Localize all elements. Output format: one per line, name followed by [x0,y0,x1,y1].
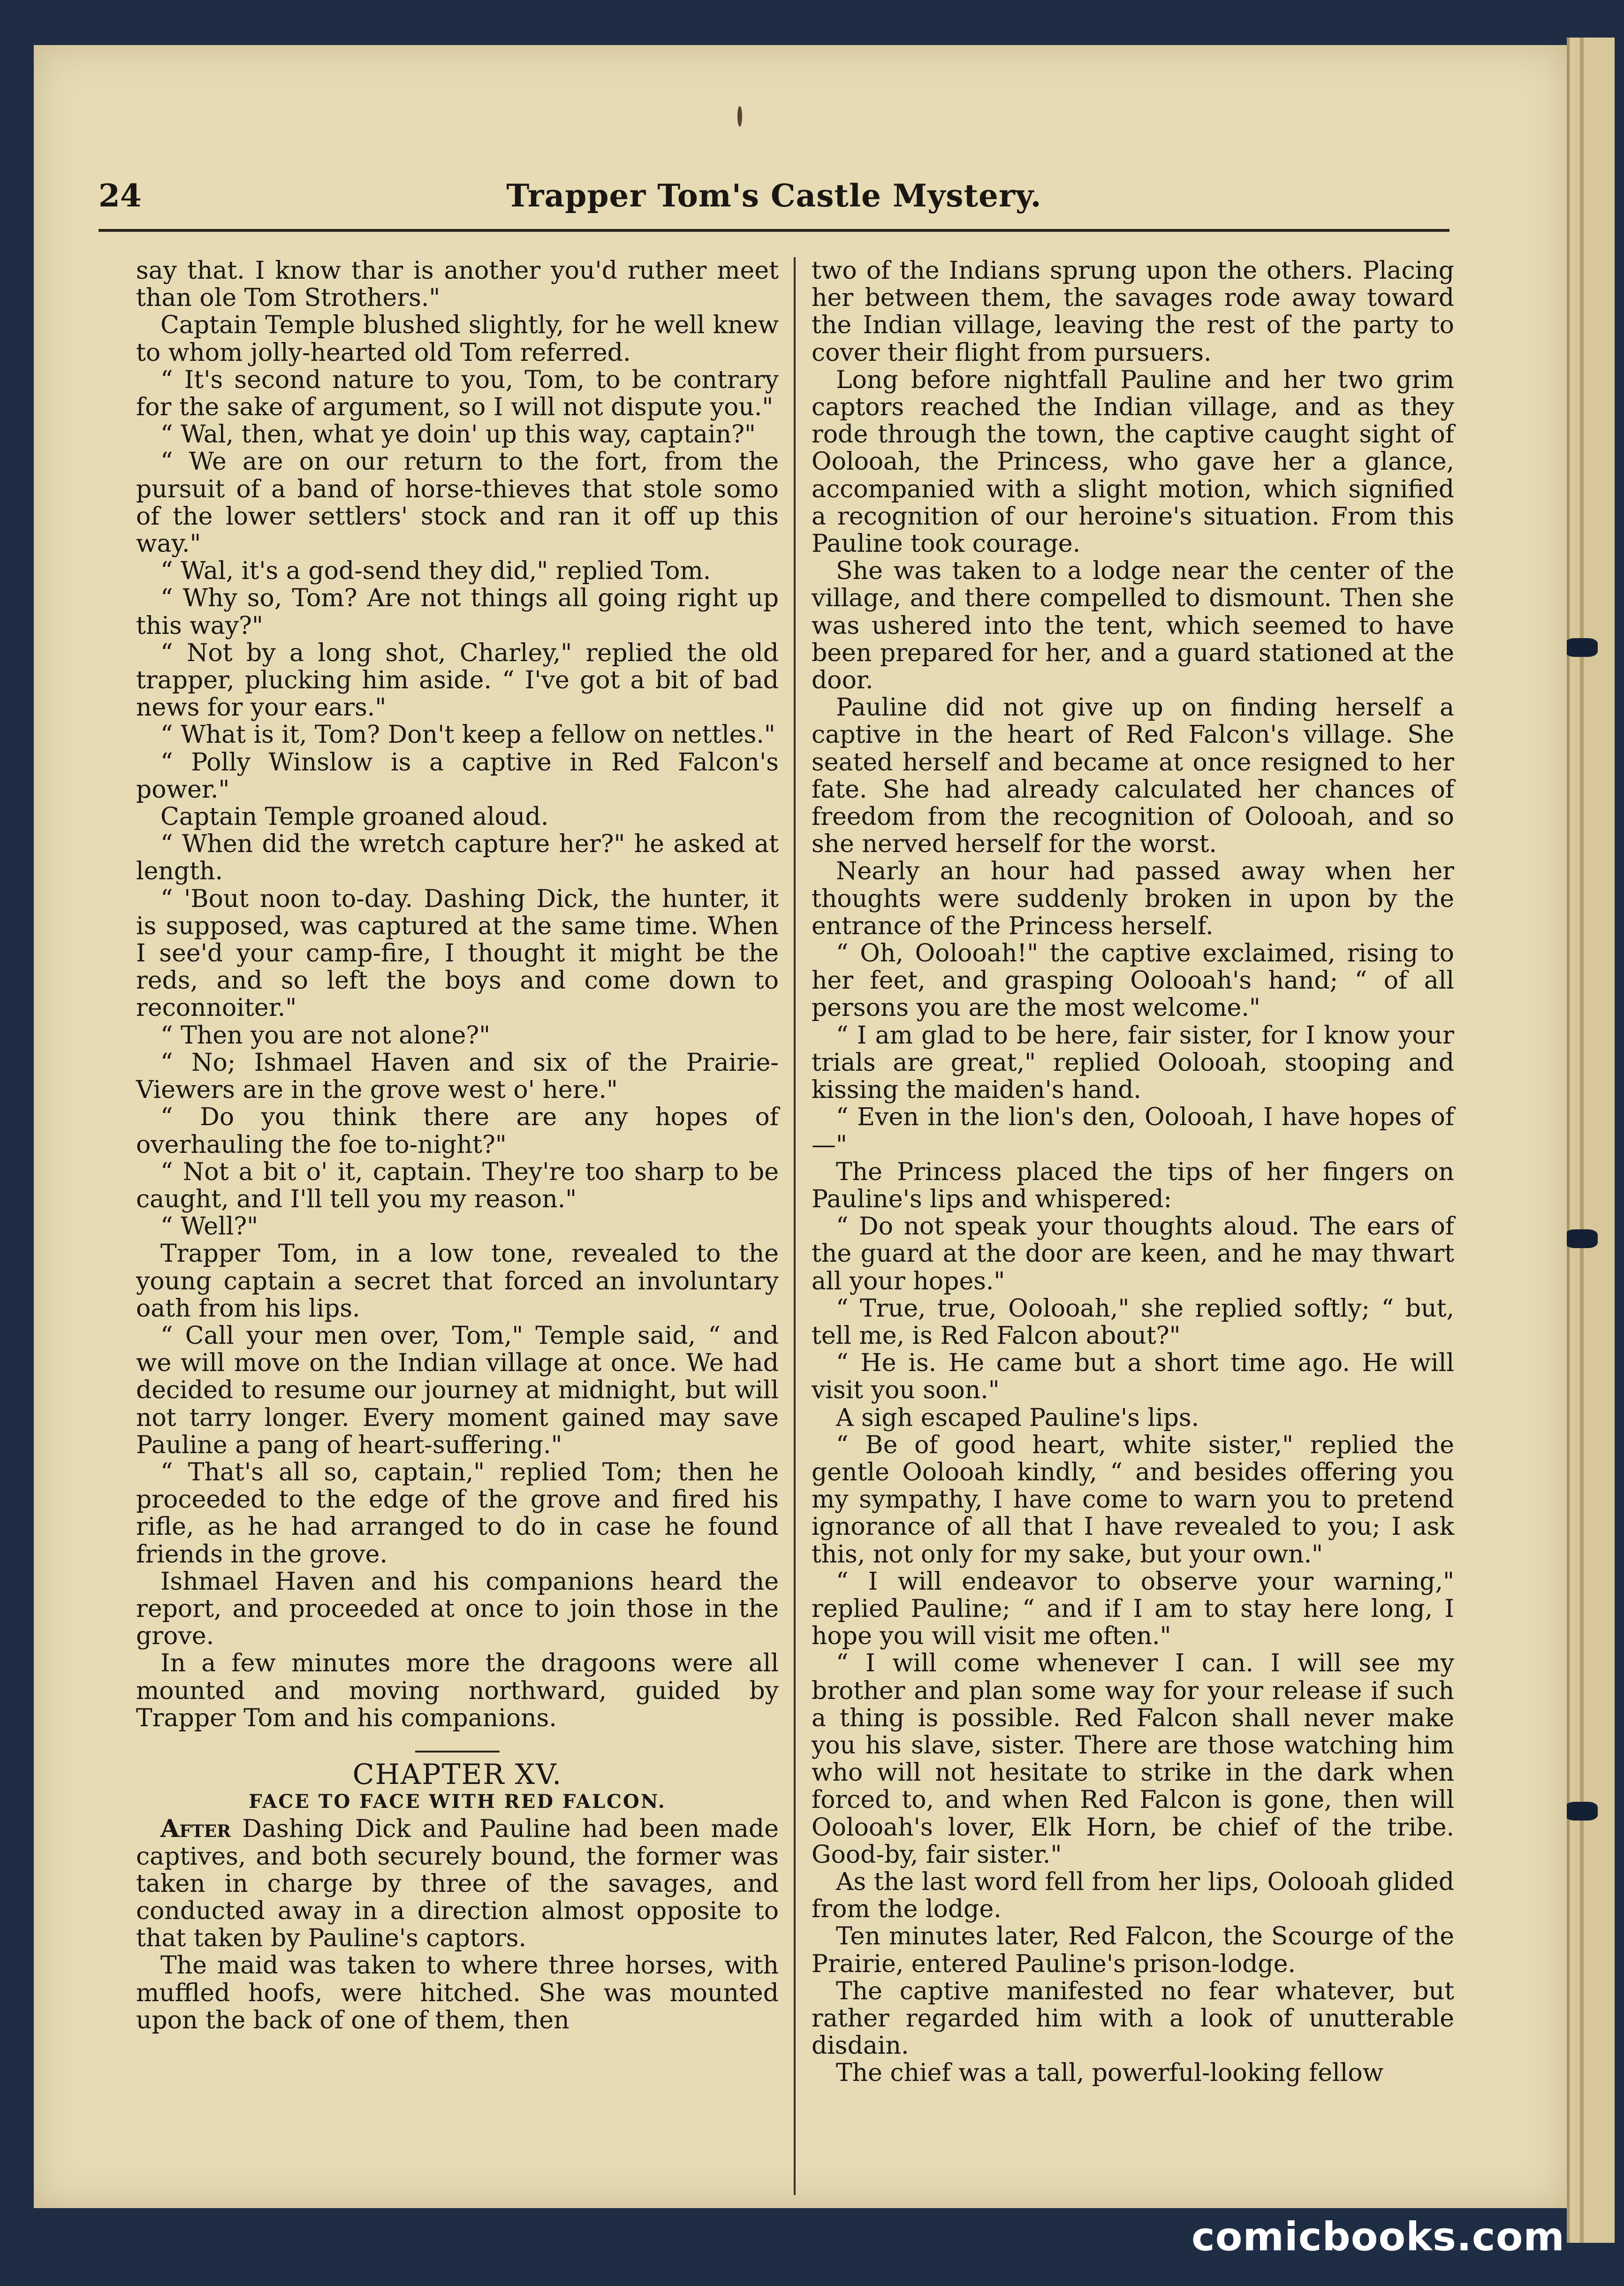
binding-stitch [1565,1229,1598,1248]
text-paragraph: “ Oh, Oolooah!" the captive exclaimed, rising to her feet, and grasping Oolooah's hand; “ of all persons you are the most welcome." [812,939,1454,1022]
page-number: 24 [99,177,142,214]
left-text-column [136,257,779,2034]
text-paragraph: The chief was a tall, powerful-looking fellow [836,2059,1384,2088]
text-paragraph: two of the Indians sprung upon the others. Placing her between them, the savages rode away toward the Indian village, leaving the rest of the party to cover their flight from pursuers. [812,257,1454,367]
text-paragraph: The captive manifested no fear whatever, but rather regarded him with a look of unutterable disdain. [812,1977,1454,2060]
text-paragraph: The Princess placed the tips of her fingers on Pauline's lips and whispered: [812,1158,1454,1213]
ink-speck [737,106,742,127]
text-paragraph: “ What is it, Tom? Don't keep a fellow on nettles." [160,721,775,749]
text-paragraph: “ Not a bit o' it, captain. They're too sharp to be caught, and I'll tell you my reason." [136,1158,779,1213]
chapter-opening-word: After [160,1814,231,1844]
text-paragraph: “ 'Bout noon to-day. Dashing Dick, the hunter, it is supposed, was captured at the same time. When I see'd your camp-fire, I thought it might be the reds, and so left the boys and come down to reconnoiter." [136,884,779,1022]
text-paragraph: “ Polly Winslow is a captive in Red Falcon's power." [136,748,779,804]
page-header [99,177,1449,232]
text-paragraph: As the last word fell from her lips, Oolooah glided from the lodge. [812,1867,1454,1924]
right-paragraphs [812,257,1454,2087]
chapter-title: CHAPTER XV. [352,1758,562,1791]
text-paragraph: “ He is. He came but a short time ago. He will visit you soon." [812,1349,1454,1405]
spine-crease [1580,38,1584,2243]
chapter-opening-text: Dashing Dick and Pauline had been made captives, and both securely bound, the former was taken in charge by three of the savages, and conducted away in a direction almost opposite to that taken by Pauline's captors. [136,1815,779,1953]
chapter-opening-paragraph [136,1815,779,1952]
left-paragraphs [136,257,779,1732]
text-paragraph: “ Even in the lion's den, Oolooah, I have hopes of—" [812,1103,1454,1159]
text-paragraph: “ Do not speak your thoughts aloud. The ears of the guard at the door are keen, and he may thwart all your hopes." [812,1212,1454,1295]
right-text-column [812,257,1454,2087]
text-paragraph: “ Wal, then, what ye doin' up this way, captain?" [160,420,756,449]
text-paragraph: The maid was taken to where three horses, with muffled hoofs, were hitched. She was mounted upon the back of one of them, then [136,1951,779,2035]
text-paragraph: Nearly an hour had passed away when her thoughts were suddenly broken in upon by the entrance of the Princess herself. [812,857,1454,940]
text-paragraph: Ishmael Haven and his companions heard the report, and proceeded at once to join those in the grove. [136,1567,779,1651]
text-paragraph: Trapper Tom, in a low tone, revealed to the young captain a secret that forced an involuntary oath from his lips. [136,1240,779,1323]
book-spine [1567,38,1615,2243]
text-paragraph: “ It's second nature to you, Tom, to be contrary for the sake of argument, so I will not dispute you." [136,366,779,422]
binding-stitch [1565,638,1598,657]
text-paragraph: “ Do you think there are any hopes of overhauling the foe to-night?" [136,1103,779,1159]
text-paragraph: “ No; Ishmael Haven and six of the Prairie-Viewers are in the grove west o' here." [136,1048,779,1105]
text-paragraph: She was taken to a lodge near the center of the village, and there compelled to dismount. Then she was ushered into the tent, which seemed to have been prepared for her, and a guard stationed at the door. [812,557,1454,695]
text-paragraph: A sigh escaped Pauline's lips. [836,1403,1199,1432]
text-paragraph: “ I will come whenever I can. I will see my brother and plan some way for your release if such a thing is possible. Red Falcon shall never make you his slave, sister. There are those watching him who will not hesitate to strike in the dark when forced to, and when Red Falcon is gone, then will Oolooah's lover, Elk Horn, be chief of the tribe. Good-by, fair sister." [812,1649,1454,1869]
text-paragraph: “ Call your men over, Tom," Temple said, “ and we will move on the Indian village at once. We had decided to resume our journey at midnight, but will not tarry longer. Every moment gained may save Pauline a pang of heart-suffering." [136,1321,779,1459]
text-paragraph: “ Not by a long shot, Charley," replied the old trapper, plucking him aside. “ I've got a bit of bad news for your ears." [136,639,779,722]
text-paragraph: “ Wal, it's a god-send they did," replied Tom. [160,557,711,586]
text-paragraph: “ Well?" [160,1212,258,1241]
text-paragraph: “ We are on our return to the fort, from the pursuit of a band of horse-thieves that stole somo of the lower settlers' stock and ran it off up this way." [136,448,779,558]
text-paragraph: say that. I know thar is another you'd ruther meet than ole Tom Strothers." [136,257,779,312]
text-paragraph: Captain Temple groaned aloud. [160,803,549,831]
text-paragraph: In a few minutes more the dragoons were all mounted and moving northward, guided by Trapper Tom and his companions. [136,1649,779,1732]
text-paragraph: “ Be of good heart, white sister," replied the gentle Oolooah kindly, “ and besides offering you my sympathy, I have come to warn you to pretend ignorance of all that I have revealed to you; I ask this, not only for my sake, but your own." [812,1431,1454,1569]
chapter-rule [415,1751,500,1753]
text-paragraph: “ Then you are not alone?" [160,1021,491,1050]
text-paragraph: Captain Temple blushed slightly, for he well knew to whom jolly-hearted old Tom referred. [136,311,779,367]
text-paragraph: “ True, true, Oolooah," she replied softly; “ but, tell me, is Red Falcon about?" [812,1294,1454,1350]
left-paragraphs-after-chapter [136,1952,779,2034]
running-title: Trapper Tom's Castle Mystery. [506,177,1042,214]
text-paragraph: “ That's all so, captain," replied Tom; then he proceeded to the edge of the grove and fired his rifle, as he had arranged to do in case he found friends in the grove. [136,1458,779,1569]
column-divider [794,257,796,2195]
watermark-logo: comicbooks.com [1191,2214,1565,2260]
chapter-subtitle: FACE TO FACE WITH RED FALCON. [249,1791,666,1813]
text-paragraph: Long before nightfall Pauline and her two grim captors reached the Indian village, and as they rode through the town, the captive caught sight of Oolooah, the Princess, who gave her a glance, accompanied with a slight motion, which signified a recognition of our heroine's situation. From this Pauline took courage. [812,366,1454,558]
text-paragraph: “ I am glad to be here, fair sister, for I know your trials are great," replied Oolooah, stooping and kissing the maiden's hand. [812,1021,1454,1105]
text-paragraph: “ Why so, Tom? Are not things all going right up this way?" [136,584,779,640]
text-paragraph: Ten minutes later, Red Falcon, the Scourge of the Prairie, entered Pauline's prison-lodge. [812,1922,1454,1978]
text-paragraph: “ When did the wretch capture her?" he asked at length. [136,830,779,886]
text-paragraph: Pauline did not give up on finding herself a captive in the heart of Red Falcon's village. She seated herself and became at once resigned to her fate. She had already calculated her chances of freedom from the recognition of Oolooah, and so she nerved herself for the worst. [812,693,1454,859]
binding-stitch [1565,1802,1598,1821]
text-paragraph: “ I will endeavor to observe your warning," replied Pauline; “ and if I am to stay here long, I hope you will visit me often." [812,1567,1454,1651]
